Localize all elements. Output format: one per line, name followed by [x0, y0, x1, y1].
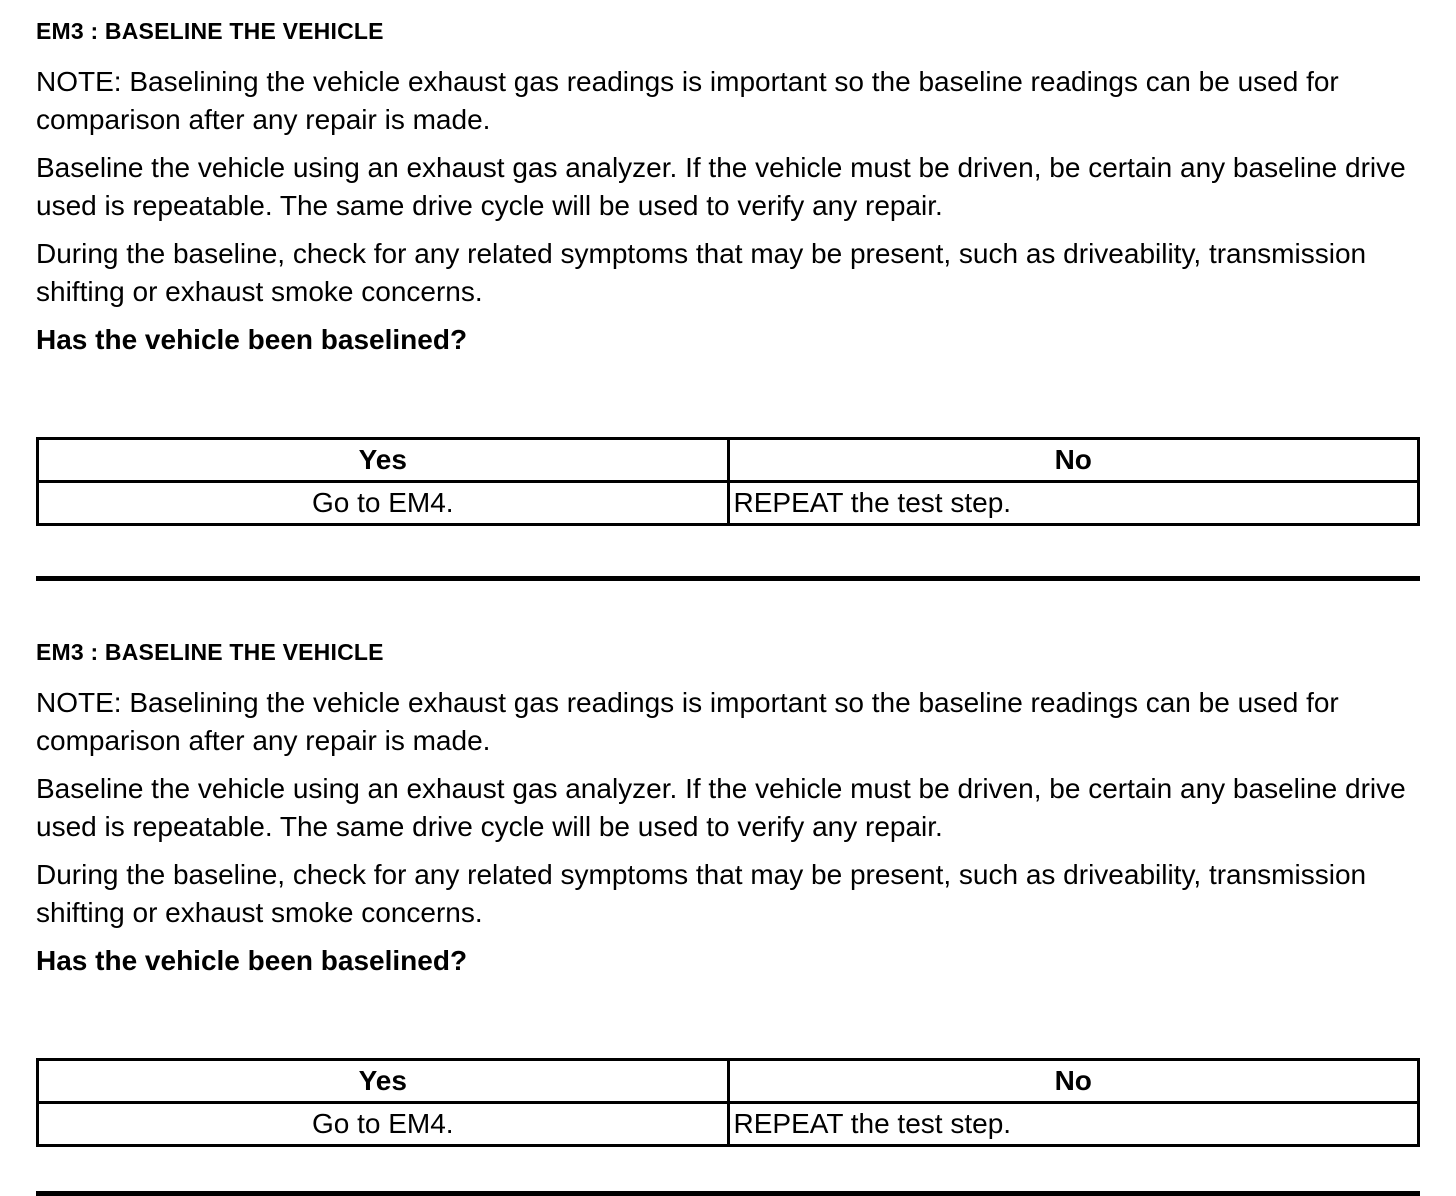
table-header-yes: Yes: [38, 439, 729, 482]
instruction-paragraph: During the baseline, check for any related symptoms that may be present, such as driveability, transmission shifting or exhaust smoke concerns.: [36, 238, 1367, 307]
question-text: Has the vehicle been baselined?: [36, 324, 468, 355]
section-divider: [36, 1191, 1420, 1196]
table-header-no: No: [728, 1060, 1419, 1103]
section-heading: EM3 : BASELINE THE VEHICLE: [36, 639, 384, 665]
table-cell-yes-action: Go to EM4.: [38, 1103, 729, 1146]
note-paragraph: NOTE: Baselining the vehicle exhaust gas readings is important so the baseline readings can be used for comparison after any repair is made.: [36, 66, 1339, 135]
table-row: [38, 482, 1419, 525]
note-paragraph: NOTE: Baselining the vehicle exhaust gas readings is important so the baseline readings can be used for comparison after any repair is made.: [36, 687, 1339, 756]
table-cell-no-action: REPEAT the test step.: [728, 1103, 1419, 1146]
instruction-paragraph: During the baseline, check for any related symptoms that may be present, such as driveability, transmission shifting or exhaust smoke concerns.: [36, 859, 1367, 928]
section-divider: [36, 576, 1420, 581]
instruction-paragraph: Baseline the vehicle using an exhaust gas analyzer. If the vehicle must be driven, be certain any baseline drive used is repeatable. The same drive cycle will be used to verify any repair.: [36, 152, 1406, 221]
table-header-no: No: [728, 439, 1419, 482]
decision-table-header-row: [38, 1060, 1419, 1103]
decision-table: [36, 437, 1420, 526]
table-row: [38, 1103, 1419, 1146]
table-header-yes: Yes: [38, 1060, 729, 1103]
decision-table: [36, 1058, 1420, 1147]
procedure-section: [36, 639, 1420, 1147]
procedure-section: [36, 18, 1420, 526]
decision-table-header-row: [38, 439, 1419, 482]
table-cell-no-action: REPEAT the test step.: [728, 482, 1419, 525]
section-heading: EM3 : BASELINE THE VEHICLE: [36, 18, 384, 44]
table-cell-yes-action: Go to EM4.: [38, 482, 729, 525]
instruction-paragraph: Baseline the vehicle using an exhaust gas analyzer. If the vehicle must be driven, be certain any baseline drive used is repeatable. The same drive cycle will be used to verify any repair.: [36, 773, 1406, 842]
question-text: Has the vehicle been baselined?: [36, 945, 468, 976]
